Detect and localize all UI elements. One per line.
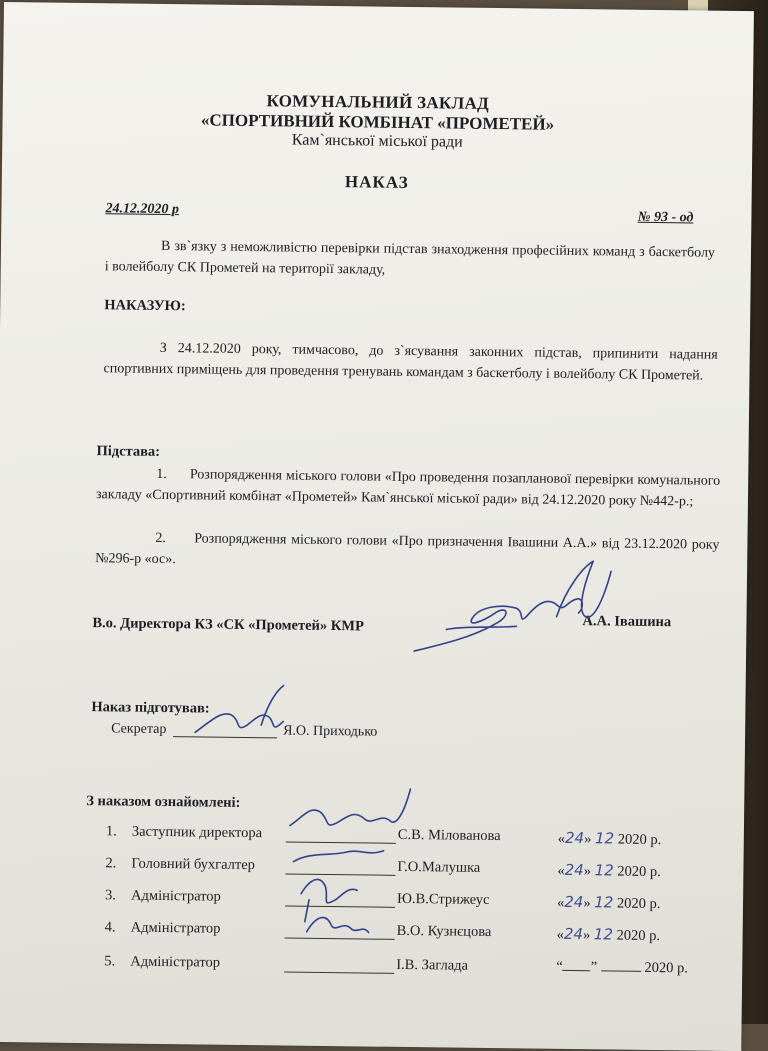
row-date: “ ” 2020 р.: [556, 958, 688, 977]
date-month-blank: [601, 970, 641, 971]
prepared-position: Секретар: [111, 721, 167, 738]
date-day: 24: [564, 892, 584, 912]
row-position: Адміністратор: [130, 887, 221, 905]
date-day: 24: [564, 860, 584, 880]
org-name-line1: КОМУНАЛЬНИЙ ЗАКЛАД: [266, 91, 490, 113]
row-position: Заступник директора: [131, 823, 263, 842]
basis-item-number: 1.: [156, 466, 167, 483]
date-month: 12: [593, 925, 614, 944]
director-signature: [406, 555, 617, 668]
row-name: Г.О.Малушка: [397, 858, 481, 876]
row-number: 4.: [104, 919, 116, 936]
basis-item-number: 2.: [155, 530, 167, 547]
order-word: НАКАЗУЮ:: [104, 297, 186, 315]
order-text: З 24.12.2020 року, тимчасово, до з`ясування законних підстав, припинити надання спортивних приміщень для проведення тренувань командам з баскетболу і волейболу СК Прометей.: [103, 340, 718, 384]
date-month: 12: [594, 893, 614, 912]
row-number: 1.: [105, 823, 117, 840]
date-year: 2020 р.: [616, 895, 661, 913]
date-year: 2020 р.: [644, 959, 688, 977]
row-position: Головний бухгалтер: [131, 855, 256, 874]
basis-item-text: Розпорядження міського голови «Про проведення позапланової перевірки комунального закладу «Спортивний комбінат «Прометей» Кам`янської міської ради» від 24.12.2020 року №442-р.;: [95, 467, 721, 510]
row-date: «24» 12 2020 р.: [557, 860, 661, 881]
date-day-blank: [563, 970, 591, 971]
acknowledged-row: [105, 855, 745, 885]
basis-label: Підстава:: [96, 443, 161, 460]
acknowledged-row: [104, 953, 744, 983]
row-name: І.В. Заглада: [396, 956, 469, 974]
document-page: [0, 2, 754, 1051]
row-position: Адміністратор: [130, 953, 221, 971]
row-number: 3.: [104, 887, 117, 904]
row-position: Адміністратор: [130, 919, 221, 937]
row-date: «24» 12 2020 р.: [557, 828, 662, 849]
date-month: 12: [594, 829, 615, 848]
prepared-label: Наказ підготував:: [91, 699, 210, 717]
director-title: В.о. Директора КЗ «СК «Прометей» КМР: [92, 615, 364, 635]
prepared-signature: [191, 680, 292, 747]
row-date: «24» 12 2020 р.: [556, 924, 661, 945]
acknowledged-row: [105, 919, 745, 949]
date-month: 12: [594, 861, 614, 880]
row-number: 5.: [104, 953, 116, 970]
date-day: 24: [563, 924, 584, 944]
prepared-name: Я.О. Приходько: [283, 723, 378, 740]
preamble-text: В зв`язку з неможливістю перевірки підстав знаходження професійних команд з баскетболу і волейболу СК Прометей на території закладу,: [104, 238, 716, 278]
document-title: НАКАЗ: [344, 172, 409, 192]
date-day: 24: [564, 828, 585, 848]
acknowledged-row: [105, 887, 745, 917]
row-name: Ю.В.Стрижеус: [396, 890, 490, 908]
org-name-line3: Кам`янської міської ради: [291, 131, 463, 151]
acknowledged-label: З наказом ознайомлені:: [86, 793, 241, 811]
acknowledged-signatures: [278, 781, 420, 953]
acknowledged-row: [106, 823, 746, 853]
signature-line: [284, 971, 394, 973]
row-name: С.В. Мілованова: [397, 826, 501, 845]
date-year: 2020 р.: [616, 927, 661, 945]
row-name: В.О. Кузнєцова: [396, 922, 492, 941]
director-name: А.А. Івашина: [582, 613, 672, 631]
basis-item: [96, 463, 720, 513]
org-name-line2: «СПОРТИВНИЙ КОМБІНАТ «ПРОМЕТЕЙ»: [200, 110, 555, 134]
date-year: 2020 р.: [617, 831, 662, 849]
basis-item-text: Розпорядження міського голови «Про призначення Івашини А.А.» від 23.12.2020 року №296-р «ос».: [95, 531, 720, 568]
order-date: 24.12.2020 р: [105, 201, 180, 218]
row-number: 2.: [105, 855, 117, 872]
date-year: 2020 р.: [617, 863, 661, 881]
row-date: «24» 12 2020 р.: [556, 892, 661, 913]
order-number: № 93 - од: [637, 209, 694, 226]
